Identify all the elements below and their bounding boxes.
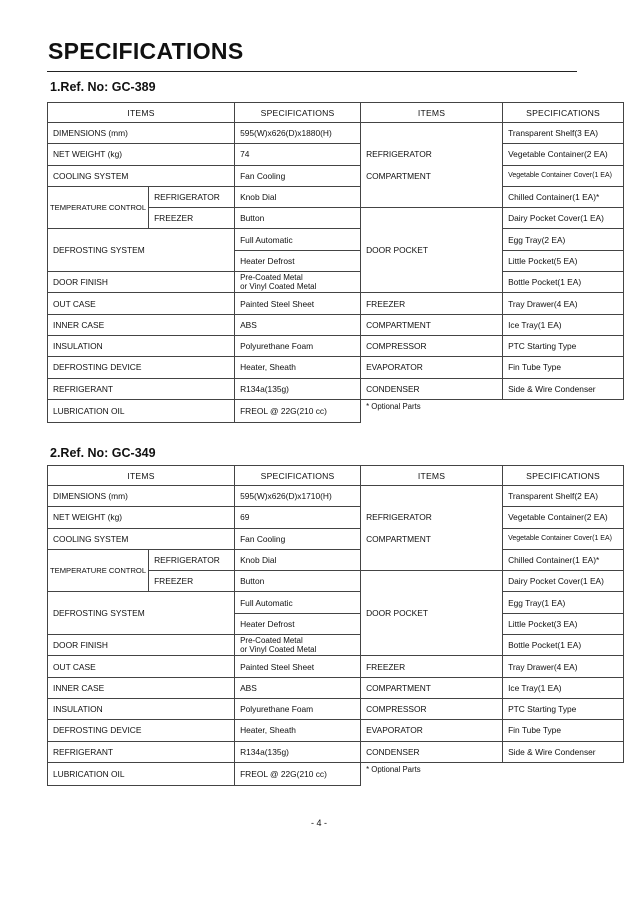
- ref-label-1: 1.Ref. No: GC-389: [50, 80, 156, 94]
- compressor-label: COMPRESSOR: [361, 698, 503, 719]
- lubrication-oil-label: LUBRICATION OIL: [48, 399, 235, 422]
- table-row: [48, 528, 624, 549]
- refrigerator-control-value: Knob Dial: [235, 186, 361, 207]
- table-header-row: [48, 466, 624, 486]
- little-pocket: Little Pocket(5 EA): [503, 250, 624, 271]
- condenser-label: CONDENSER: [361, 378, 503, 399]
- cooling-system-value: Fan Cooling: [235, 165, 361, 186]
- compressor-label: COMPRESSOR: [361, 335, 503, 356]
- table-row: [48, 378, 624, 399]
- refrigerator-compartment-label-1: REFRIGERATOR: [361, 144, 503, 165]
- table-row: [48, 677, 624, 698]
- refrigerator-compartment-spacer: [361, 486, 503, 507]
- table-row: [48, 186, 624, 207]
- refrigerator-control-label: REFRIGERATOR: [149, 549, 235, 570]
- defrosting-system-value-1: Full Automatic: [235, 592, 361, 613]
- header-specifications-2: SPECIFICATIONS: [503, 466, 624, 486]
- door-finish-value-1: Pre-Coated Metal: [240, 635, 303, 645]
- freezer-compartment-label-2: COMPARTMENT: [361, 314, 503, 335]
- refrigerator-compartment-label-2: COMPARTMENT: [361, 165, 503, 186]
- defrosting-system-value-1: Full Automatic: [235, 229, 361, 250]
- insulation-value: Polyurethane Foam: [235, 335, 361, 356]
- freezer-compartment-label-2: COMPARTMENT: [361, 677, 503, 698]
- cooling-system-label: COOLING SYSTEM: [48, 528, 235, 549]
- table-row: [48, 399, 624, 422]
- insulation-label: INSULATION: [48, 698, 235, 719]
- table-row: [48, 507, 624, 528]
- table-row: [48, 229, 624, 250]
- page-number: - 4 -: [310, 818, 327, 828]
- defrosting-system-label: DEFROSTING SYSTEM: [48, 592, 235, 635]
- inner-case-label: INNER CASE: [48, 677, 235, 698]
- table-row: [48, 592, 624, 613]
- table-row: [48, 635, 624, 656]
- defrosting-system-label: DEFROSTING SYSTEM: [48, 229, 235, 272]
- defrosting-device-label: DEFROSTING DEVICE: [48, 357, 235, 378]
- bottle-pocket: Bottle Pocket(1 EA): [503, 635, 624, 656]
- out-case-label: OUT CASE: [48, 293, 235, 314]
- refrigerant-label: REFRIGERANT: [48, 378, 235, 399]
- transparent-shelf: Transparent Shelf(2 EA): [503, 486, 624, 507]
- tray-drawer: Tray Drawer(4 EA): [503, 656, 624, 677]
- little-pocket: Little Pocket(3 EA): [503, 613, 624, 634]
- table-row: [48, 762, 624, 785]
- dimensions-label: DIMENSIONS (mm): [48, 486, 235, 507]
- chilled-container: Chilled Container(1 EA)*: [503, 186, 624, 207]
- refrigerator-control-label: REFRIGERATOR: [149, 186, 235, 207]
- table-row: [48, 272, 624, 293]
- header-items: ITEMS: [48, 466, 235, 486]
- dimensions-label: DIMENSIONS (mm): [48, 123, 235, 144]
- door-finish-label: DOOR FINISH: [48, 272, 235, 293]
- table-header-row: [48, 103, 624, 123]
- dairy-pocket-cover: Dairy Pocket Cover(1 EA): [503, 571, 624, 592]
- freezer-control-value: Button: [235, 208, 361, 229]
- cooling-system-label: COOLING SYSTEM: [48, 165, 235, 186]
- temperature-control-label: TEMPERATURE CONTROL: [48, 549, 149, 592]
- freezer-compartment-label-1: FREEZER: [361, 656, 503, 677]
- compressor-value: PTC Starting Type: [503, 335, 624, 356]
- evaporator-label: EVAPORATOR: [361, 720, 503, 741]
- door-pocket-label: DOOR POCKET: [361, 571, 503, 656]
- refrigerator-compartment-spacer: [361, 123, 503, 144]
- out-case-value: Painted Steel Sheet: [235, 656, 361, 677]
- inner-case-label: INNER CASE: [48, 314, 235, 335]
- insulation-value: Polyurethane Foam: [235, 698, 361, 719]
- refrigerator-compartment-end: [361, 549, 503, 570]
- compressor-value: PTC Starting Type: [503, 698, 624, 719]
- header-items: ITEMS: [48, 103, 235, 123]
- defrosting-device-label: DEFROSTING DEVICE: [48, 720, 235, 741]
- table-row: [48, 720, 624, 741]
- freezer-control-label: FREEZER: [149, 208, 235, 229]
- net-weight-label: NET WEIGHT (kg): [48, 144, 235, 165]
- table-row: [48, 486, 624, 507]
- door-finish-label: DOOR FINISH: [48, 635, 235, 656]
- optional-parts-note: * Optional Parts: [366, 764, 421, 774]
- door-finish-value-2: or Vinyl Coated Metal: [240, 645, 317, 655]
- refrigerant-value: R134a(135g): [235, 378, 361, 399]
- refrigerator-compartment-end: [361, 186, 503, 207]
- cooling-system-value: Fan Cooling: [235, 528, 361, 549]
- header-specifications: SPECIFICATIONS: [235, 103, 361, 123]
- ref-label-2: 2.Ref. No: GC-349: [50, 446, 156, 460]
- condenser-value: Side & Wire Condenser: [503, 741, 624, 762]
- door-pocket-label: DOOR POCKET: [361, 208, 503, 293]
- header-specifications-2: SPECIFICATIONS: [503, 103, 624, 123]
- chilled-container: Chilled Container(1 EA)*: [503, 549, 624, 570]
- ice-tray: Ice Tray(1 EA): [503, 677, 624, 698]
- freezer-control-label: FREEZER: [149, 571, 235, 592]
- dimensions-value: 595(W)x626(D)x1880(H): [235, 123, 361, 144]
- table-row: [48, 549, 624, 570]
- vegetable-container-cover: Vegetable Container Cover(1 EA): [503, 165, 624, 186]
- egg-tray: Egg Tray(1 EA): [503, 592, 624, 613]
- table-row: [48, 357, 624, 378]
- evaporator-value: Fin Tube Type: [503, 357, 624, 378]
- condenser-label: CONDENSER: [361, 741, 503, 762]
- net-weight-value: 74: [235, 144, 361, 165]
- freezer-control-value: Button: [235, 571, 361, 592]
- dairy-pocket-cover: Dairy Pocket Cover(1 EA): [503, 208, 624, 229]
- insulation-label: INSULATION: [48, 335, 235, 356]
- defrosting-system-value-2: Heater Defrost: [235, 613, 361, 634]
- table-row: [48, 741, 624, 762]
- door-finish-value-1: Pre-Coated Metal: [240, 272, 303, 282]
- door-finish-value: [235, 635, 361, 656]
- lubrication-oil-value: FREOL @ 22G(210 cc): [235, 762, 361, 785]
- freezer-compartment-label-1: FREEZER: [361, 293, 503, 314]
- condenser-value: Side & Wire Condenser: [503, 378, 624, 399]
- header-specifications: SPECIFICATIONS: [235, 466, 361, 486]
- inner-case-value: ABS: [235, 677, 361, 698]
- vegetable-container: Vegetable Container(2 EA): [503, 507, 624, 528]
- page-title: SPECIFICATIONS: [48, 38, 244, 64]
- door-finish-value: [235, 272, 361, 293]
- refrigerant-label: REFRIGERANT: [48, 741, 235, 762]
- bottle-pocket: Bottle Pocket(1 EA): [503, 272, 624, 293]
- out-case-label: OUT CASE: [48, 656, 235, 677]
- inner-case-value: ABS: [235, 314, 361, 335]
- door-finish-value-2: or Vinyl Coated Metal: [240, 282, 317, 292]
- refrigerator-compartment-label-2: COMPARTMENT: [361, 528, 503, 549]
- table-row: [48, 165, 624, 186]
- lubrication-oil-label: LUBRICATION OIL: [48, 762, 235, 785]
- refrigerator-compartment-label-1: REFRIGERATOR: [361, 507, 503, 528]
- table-row: [48, 314, 624, 335]
- vegetable-container: Vegetable Container(2 EA): [503, 144, 624, 165]
- defrosting-system-value-2: Heater Defrost: [235, 250, 361, 271]
- transparent-shelf: Transparent Shelf(3 EA): [503, 123, 624, 144]
- dimensions-value: 595(W)x626(D)x1710(H): [235, 486, 361, 507]
- defrosting-device-value: Heater, Sheath: [235, 357, 361, 378]
- table-row: [48, 698, 624, 719]
- spec-table-1: [47, 102, 624, 423]
- egg-tray: Egg Tray(2 EA): [503, 229, 624, 250]
- table-row: [48, 656, 624, 677]
- evaporator-label: EVAPORATOR: [361, 357, 503, 378]
- temperature-control-label: TEMPERATURE CONTROL: [48, 186, 149, 229]
- table-row: [48, 123, 624, 144]
- header-items-2: ITEMS: [361, 103, 503, 123]
- header-items-2: ITEMS: [361, 466, 503, 486]
- net-weight-value: 69: [235, 507, 361, 528]
- vegetable-container-cover: Vegetable Container Cover(1 EA): [503, 528, 624, 549]
- net-weight-label: NET WEIGHT (kg): [48, 507, 235, 528]
- tray-drawer: Tray Drawer(4 EA): [503, 293, 624, 314]
- table-row: [48, 335, 624, 356]
- out-case-value: Painted Steel Sheet: [235, 293, 361, 314]
- optional-parts-note: * Optional Parts: [366, 401, 421, 411]
- defrosting-device-value: Heater, Sheath: [235, 720, 361, 741]
- refrigerator-control-value: Knob Dial: [235, 549, 361, 570]
- lubrication-oil-value: FREOL @ 22G(210 cc): [235, 399, 361, 422]
- spec-table-2: [47, 465, 624, 786]
- refrigerant-value: R134a(135g): [235, 741, 361, 762]
- table-row: [48, 144, 624, 165]
- evaporator-value: Fin Tube Type: [503, 720, 624, 741]
- title-rule: [47, 71, 577, 72]
- table-row: [48, 293, 624, 314]
- ice-tray: Ice Tray(1 EA): [503, 314, 624, 335]
